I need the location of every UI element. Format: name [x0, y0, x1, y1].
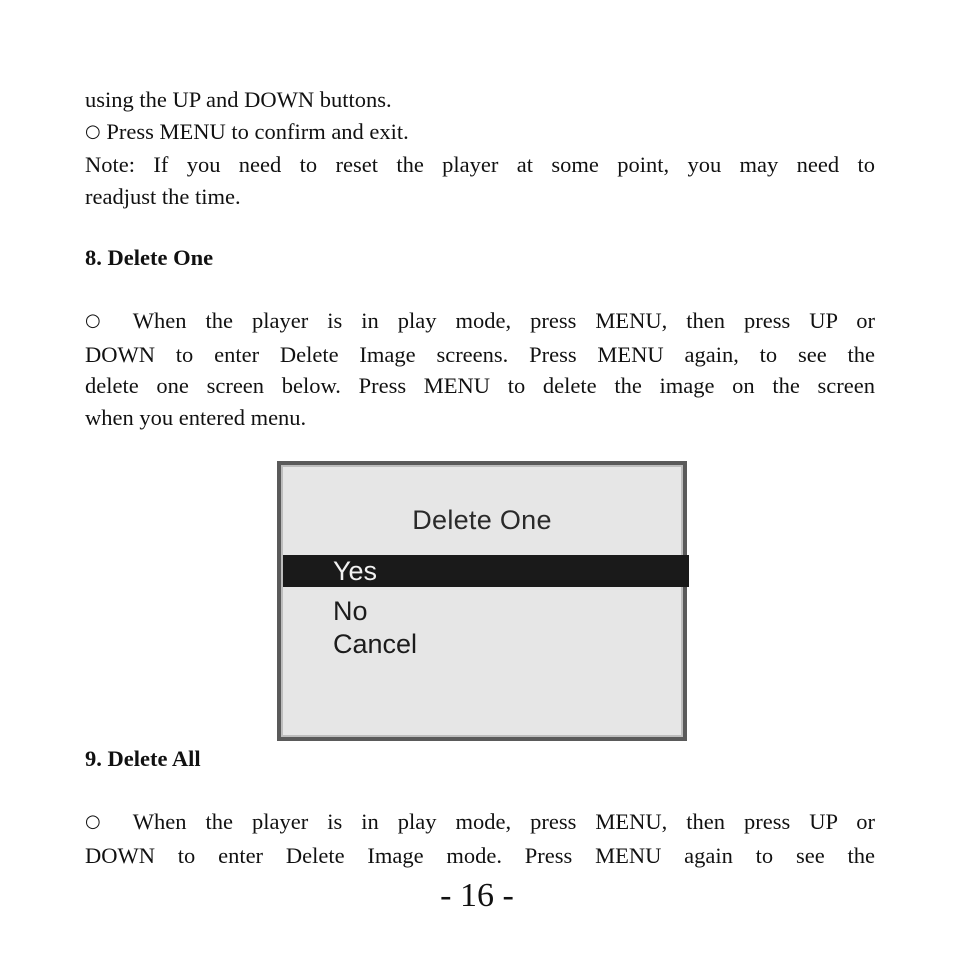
menu-option-no[interactable]: No — [333, 596, 368, 626]
note-line: Note: If you need to reset the player at some point, you may need to — [85, 152, 875, 177]
paragraph-line: DOWN to enter Delete Image screens. Press MENU again, to see the — [85, 341, 875, 367]
screen-display — [281, 465, 683, 737]
section9-paragraph — [85, 806, 875, 871]
paragraph-line: ○ When the player is in play mode, press MENU, then press UP or — [85, 809, 875, 834]
paragraph-line: when you entered menu. — [85, 404, 307, 430]
intro-text — [85, 84, 875, 212]
section-heading: 9. Delete All — [85, 746, 201, 771]
screen-title: Delete One — [412, 505, 552, 535]
delete-one-screen — [277, 461, 687, 741]
bullet-icon: ○ — [85, 120, 101, 142]
menu-option-yes[interactable]: Yes — [283, 555, 689, 587]
note-line: readjust the time. — [85, 183, 241, 209]
paragraph-line: ○ When the player is in play mode, press MENU, then press UP or — [85, 308, 875, 333]
intro-bullet-text: Press MENU to confirm and exit. — [106, 118, 409, 144]
paragraph-line: delete one screen below. Press MENU to delete the image on the screen — [85, 373, 875, 398]
bullet-icon: ○ — [85, 811, 115, 832]
page-number: - 16 - — [440, 877, 514, 914]
intro-bullet-line — [85, 116, 875, 150]
menu-option-cancel[interactable]: Cancel — [333, 629, 418, 659]
bullet-icon: ○ — [85, 310, 115, 331]
paragraph-line: DOWN to enter Delete Image mode. Press MENU again to see the — [85, 842, 875, 868]
intro-line: using the UP and DOWN buttons. — [85, 87, 392, 112]
section8-paragraph — [85, 305, 875, 433]
section-heading: 8. Delete One — [85, 245, 214, 270]
